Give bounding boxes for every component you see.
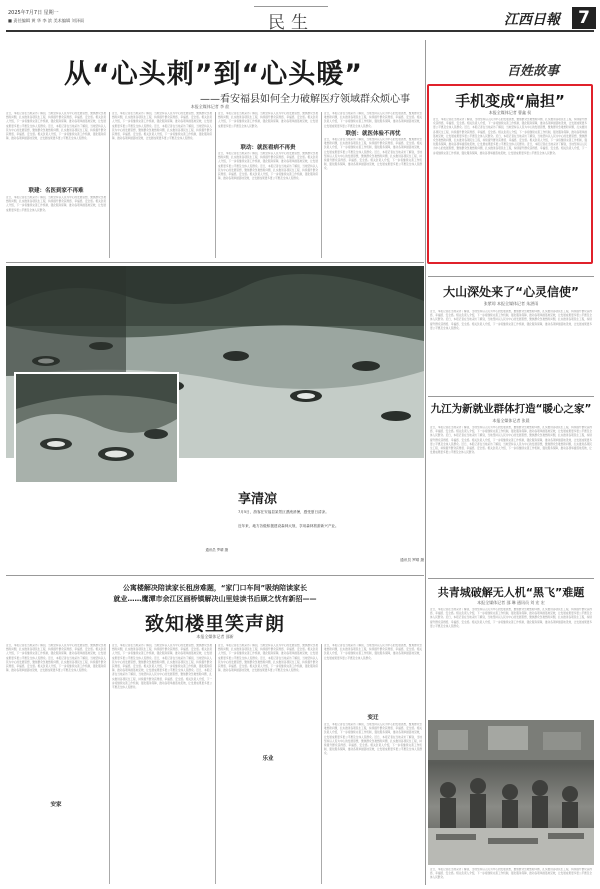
featured-headline: 手机变成“扁担” bbox=[455, 92, 565, 110]
drone-byline: 本报全媒体记者 邵 琳 通讯员 刘 宏 宏 bbox=[477, 600, 545, 605]
bottom-col-4b-a: 近日，本报记者在当地采访了解到，当地坚持以人民为中心的发展思想，聚焦群众急难愁盼问题，扎实推进各项民生工程，持续提升群众获得感、幸福感、安全感。相关负责人介绍，下一步将继续完善工作机制，强化服务保障，推动各项举措落地见效，让发展成果更多更公平惠及全体人民群众。 bbox=[324, 723, 422, 739]
photo-rule bbox=[6, 262, 424, 263]
main-col-4b bbox=[324, 138, 422, 258]
inset-caption bbox=[104, 548, 228, 568]
main-col-2 bbox=[112, 112, 212, 258]
bottom-sub-anjia: 安家 bbox=[50, 802, 62, 808]
featured-text bbox=[433, 118, 587, 260]
mountain-text bbox=[430, 310, 592, 392]
main-col-3 bbox=[218, 112, 318, 142]
section-label: 民生 bbox=[268, 13, 314, 33]
kicker-text: 百姓故事 bbox=[507, 64, 560, 79]
featured-byline: 本报全媒体记者 曹鑫 侯 bbox=[488, 110, 532, 115]
main-col-1b bbox=[6, 196, 106, 258]
inset-photo bbox=[14, 372, 179, 484]
bottom-byline: 本报全媒体记者 邵新 bbox=[196, 634, 234, 639]
header-rule bbox=[6, 30, 594, 32]
bottom-divider-2 bbox=[215, 644, 216, 884]
featured-text-d: 近日，本报记者在当地采访了解到，当地坚持以人民为中心的发展思想，聚焦群众急难愁盼问题，扎实推进各项民生工程，持续提升群众获得感、幸福感、安全感。相关负责人介绍，下一步将继续完善工作机制，强化服务保障，推动各项举措落地见效，让发展成果更多更公平惠及全体人民群众。 bbox=[433, 143, 587, 155]
bottom-col-1 bbox=[6, 644, 106, 884]
photo-caption-2: 近年来，地方各级积极建设森林大规，享用森林旅游新兴产业。 bbox=[238, 524, 339, 528]
bottom-sub-yuye: 乐业 bbox=[262, 756, 274, 762]
main-col-4b-text: 近日，本报记者在当地采访了解到，当地坚持以人民为中心的发展思想，聚焦群众急难愁盼问题，扎实推进各项民生工程，持续提升群众获得感、幸福感、安全感。相关负责人介绍，下一步将继续完善工作机制，强化服务保障，推动各项举措落地见效，让发展成果更多更公平惠及全体人民群众。 bbox=[324, 138, 422, 154]
issue-date: 2025年7月7日 星期一 bbox=[8, 10, 59, 16]
bottom-col-3-b: 近日，本报记者在当地采访了解到，当地坚持以人民为中心的发展思想，聚焦群众急难愁盼问题，扎实推进各项民生工程，持续提升群众获得感、幸福感、安全感。相关负责人介绍，下一步将继续完善工作机制，强化服务保障，推动各项举措落地见效，让发展成果更多更公平惠及全体人民群众。 bbox=[218, 656, 318, 673]
page-divider bbox=[425, 40, 426, 885]
jiujiang-headline: 九江为新就业群体打造“暖心之家” bbox=[430, 403, 592, 415]
main-headline: 从“心头刺”到“心头暖” bbox=[64, 59, 363, 90]
paper-logo: 江西日報 bbox=[504, 12, 560, 28]
main-byline: 本报全媒体记者 李 歆 bbox=[190, 104, 230, 109]
right-rule-1 bbox=[428, 276, 594, 277]
inset-caption-text: 通讯员 罗晴 摄 bbox=[205, 548, 228, 552]
main-subhead: ——看安福县如何全力破解医疗领域群众烦心事 bbox=[200, 94, 410, 105]
main-col-2-text: 近日，本报记者在当地采访了解到，当地坚持以人民为中心的发展思想，聚焦群众急难愁盼问题，扎实推进各项民生工程，持续提升群众获得感、幸福感、安全感。相关负责人介绍，下一步将继续完善工作机制，强化服务保障，推动各项举措落地见效，让发展成果更多更公平惠及全体人民群众。 bbox=[112, 112, 212, 128]
main-col-3-text: 近日，本报记者在当地采访了解到，当地坚持以人民为中心的发展思想，聚焦群众急难愁盼问题，扎实推进各项民生工程，持续提升群众获得感、幸福感、安全感。相关负责人介绍，下一步将继续完善工作机制，强化服务保障，推动各项举措落地见效，让发展成果更多更公平惠及全体人民群众。 bbox=[218, 112, 318, 128]
right-rule-3 bbox=[428, 578, 594, 579]
main-col-3b-text: 近日，本报记者在当地采访了解到，当地坚持以人民为中心的发展思想，聚焦群众急难愁盼问题，扎实推进各项民生工程，持续提升群众获得感、幸福感、安全感。相关负责人介绍，下一步将继续完善工作机制，强化服务保障，推动各项举措落地见效，让发展成果更多更公平惠及全体人民群众。 bbox=[218, 152, 318, 168]
bottom-col-2-a: 近日，本报记者在当地采访了解到，当地坚持以人民为中心的发展思想，聚焦群众急难愁盼问题，扎实推进各项民生工程，持续提升群众获得感、幸福感、安全感。相关负责人介绍，下一步将继续完善工作机制，强化服务保障，推动各项举措落地见效，让发展成果更多更公平惠及全体人民群众。 bbox=[112, 644, 212, 660]
col-divider-3 bbox=[321, 112, 322, 258]
photo-credit: 通讯员 罗晴 摄 bbox=[400, 558, 424, 562]
main-col-1b-text: 近日，本报记者在当地采访了解到，当地坚持以人民为中心的发展思想，聚焦群众急难愁盼问题，扎实推进各项民生工程，持续提升群众获得感、幸福感、安全感。相关负责人介绍，下一步将继续完善工作机制，强化服务保障，推动各项举措落地见效，让发展成果更多更公平惠及全体人民群众。 bbox=[6, 196, 106, 212]
jiujiang-text bbox=[430, 426, 592, 576]
main-col-3b bbox=[218, 152, 318, 258]
bottom-col-2-c: 近日，本报记者在当地采访了解到，当地坚持以人民为中心的发展思想，聚焦群众急难愁盼问题，扎实推进各项民生工程，持续提升群众获得感、幸福感、安全感。相关负责人介绍，下一步将继续完善工作机制，强化服务保障，推动各项举措落地见效，让发展成果更多更公平惠及全体人民群众。 bbox=[112, 669, 212, 690]
bottom-col-3-a: 近日，本报记者在当地采访了解到，当地坚持以人民为中心的发展思想，聚焦群众急难愁盼问题，扎实推进各项民生工程，持续提升群众获得感、幸福感、安全感。相关负责人介绍，下一步将继续完善工作机制，强化服务保障，推动各项举措落地见效，让发展成果更多更公平惠及全体人民群众。 bbox=[218, 644, 318, 660]
drone-text-a: 近日，本报记者在当地采访了解到，当地坚持以人民为中心的发展思想，聚焦群众急难愁盼问题，扎实推进各项民生工程，持续提升群众获得感、幸福感、安全感。相关负责人介绍，下一步将继续完善工作机制，强化服务保障，推动各项举措落地见效，让发展成果更多更公平惠及全体人民群众。 bbox=[430, 608, 592, 620]
bottom-headline: 致知楼里笑声朗 bbox=[144, 613, 285, 635]
mountain-headline: 大山深处来了“心灵信使” bbox=[443, 285, 579, 299]
bottom-col-4-a: 近日，本报记者在当地采访了解到，当地坚持以人民为中心的发展思想，聚焦群众急难愁盼问题，扎实推进各项民生工程，持续提升群众获得感、幸福感、安全感。相关负责人介绍，下一步将继续完善工作机制，强化服务保障，推动各项举措落地见效，让发展成果更多更公平惠及全体人民群众。 bbox=[324, 644, 422, 660]
bottom-col-2-b: 近日，本报记者在当地采访了解到，当地坚持以人民为中心的发展思想，聚焦群众急难愁盼问题，扎实推进各项民生工程，持续提升群众获得感、幸福感、安全感。相关负责人介绍，下一步将继续完善工作机制，强化服务保障，推动各项举措落地见效，让发展成果更多更公平惠及全体人民群众。 bbox=[112, 656, 212, 673]
featured-text-b: 近日，本报记者在当地采访了解到，当地坚持以人民为中心的发展思想，聚焦群众急难愁盼问题，扎实推进各项民生工程，持续提升群众获得感、幸福感、安全感。相关负责人介绍，下一步将继续完善工作机制，强化服务保障，推动各项举措落地见效，让发展成果更多更公平惠及全体人民群众。 bbox=[433, 126, 587, 138]
bottom-col-4 bbox=[324, 644, 422, 710]
bottom-col-1-b: 近日，本报记者在当地采访了解到，当地坚持以人民为中心的发展思想，聚焦群众急难愁盼问题，扎实推进各项民生工程，持续提升群众获得感、幸福感、安全感。相关负责人介绍，下一步将继续完善工作机制，强化服务保障，推动各项举措落地见效，让发展成果更多更公平惠及全体人民群众。 bbox=[6, 656, 106, 673]
main-sub-1: 联建：名医到家不再难 bbox=[28, 188, 84, 194]
main-col-4-text: 近日，本报记者在当地采访了解到，当地坚持以人民为中心的发展思想，聚焦群众急难愁盼问题，扎实推进各项民生工程，持续提升群众获得感、幸福感、安全感。相关负责人介绍，下一步将继续完善工作机制，强化服务保障，推动各项举措落地见效，让发展成果更多更公平惠及全体人民群众。 bbox=[324, 112, 422, 128]
featured-text-a: 近日，本报记者在当地采访了解到，当地坚持以人民为中心的发展思想，聚焦群众急难愁盼问题，扎实推进各项民生工程，持续提升群众获得感、幸福感、安全感。相关负责人介绍，下一步将继续完善工作机制，强化服务保障，推动各项举措落地见效，让发展成果更多更公平惠及全体人民群众。 bbox=[433, 118, 587, 130]
main-sub-2: 联动：就医看病不再贵 bbox=[240, 145, 296, 151]
main-col-1-text-b: 近日，本报记者在当地采访了解到，当地坚持以人民为中心的发展思想，聚焦群众急难愁盼问题，扎实推进各项民生工程，持续提升群众获得感、幸福感、安全感。相关负责人介绍，下一步将继续完善工作机制，强化服务保障，推动各项举措落地见效，让发展成果更多更公平惠及全体人民群众。 bbox=[6, 124, 106, 141]
story-kicker bbox=[507, 60, 591, 80]
bottom-kicker-2: 就业……鹰潭市余江区画桥镇解决山里娃读书后顾之忧有新招—— bbox=[113, 595, 317, 603]
page-number: 7 bbox=[578, 8, 590, 28]
mountain-byline: 张紫琼 本报全媒体记者 朱湛雨 bbox=[483, 301, 539, 306]
drone-headline: 共青城破解无人机“黑飞”难题 bbox=[437, 586, 585, 599]
right-bottom-photo bbox=[428, 720, 594, 865]
bottom-col-4b-b: 近日，本报记者在当地采访了解到，当地坚持以人民为中心的发展思想，聚焦群众急难愁盼问题，扎实推进各项民生工程，持续提升群众获得感、幸福感、安全感。相关负责人介绍，下一步将继续完善工作机制，强化服务保障，推动各项举措落地见效，让发展成果更多更公平惠及全体人民群众。 bbox=[324, 735, 422, 756]
photo-title: 享清凉 bbox=[238, 492, 278, 507]
jiujiang-text-a: 近日，本报记者在当地采访了解到，当地坚持以人民为中心的发展思想，聚焦群众急难愁盼问题，扎实推进各项民生工程，持续提升群众获得感、幸福感、安全感。相关负责人介绍，下一步将继续完善工作机制，强化服务保障，推动各项举措落地见效，让发展成果更多更公平惠及全体人民群众。 bbox=[430, 426, 592, 438]
right-rule-2 bbox=[428, 396, 594, 397]
main-col-3b-text-b: 近日，本报记者在当地采访了解到，当地坚持以人民为中心的发展思想，聚焦群众急难愁盼问题，扎实推进各项民生工程，持续提升群众获得感、幸福感、安全感。相关负责人介绍，下一步将继续完善工作机制，强化服务保障，推动各项举措落地见效，让发展成果更多更公平惠及全体人民群众。 bbox=[218, 164, 318, 181]
page-number-badge bbox=[572, 7, 596, 29]
drone-text bbox=[430, 608, 592, 716]
editors-line: ■ 责任编辑 黄 华 李 滨 美术编辑 刘泽雨 bbox=[8, 18, 85, 23]
section-box-top bbox=[254, 6, 328, 7]
bottom-col-4b bbox=[324, 723, 422, 883]
featured-text-c: 近日，本报记者在当地采访了解到，当地坚持以人民为中心的发展思想，聚焦群众急难愁盼问题，扎实推进各项民生工程，持续提升群众获得感、幸福感、安全感。相关负责人介绍，下一步将继续完善工作机制，强化服务保障，推动各项举措落地见效，让发展成果更多更公平惠及全体人民群众。 bbox=[433, 134, 587, 147]
main-col-2-text-b: 近日，本报记者在当地采访了解到，当地坚持以人民为中心的发展思想，聚焦群众急难愁盼问题，扎实推进各项民生工程，持续提升群众获得感、幸福感、安全感。相关负责人介绍，下一步将继续完善工作机制，强化服务保障，推动各项举措落地见效，让发展成果更多更公平惠及全体人民群众。 bbox=[112, 124, 212, 141]
mountain-text-b: 近日，本报记者在当地采访了解到，当地坚持以人民为中心的发展思想，聚焦群众急难愁盼问题，扎实推进各项民生工程，持续提升群众获得感、幸福感、安全感。相关负责人介绍，下一步将继续完善工作机制，强化服务保障，推动各项举措落地见效，让发展成果更多更公平惠及全体人民群众。 bbox=[430, 318, 592, 330]
right-bottom-caption bbox=[430, 868, 592, 884]
featured-story-box bbox=[427, 64, 593, 264]
main-sub-3: 联创：就医体验不再忧 bbox=[345, 131, 401, 137]
main-col-4 bbox=[324, 112, 422, 128]
bottom-col-1-a: 近日，本报记者在当地采访了解到，当地坚持以人民为中心的发展思想，聚焦群众急难愁盼问题，扎实推进各项民生工程，持续提升群众获得感、幸福感、安全感。相关负责人介绍，下一步将继续完善工作机制，强化服务保障，推动各项举措落地见效，让发展成果更多更公平惠及全体人民群众。 bbox=[6, 644, 106, 660]
col-divider-1 bbox=[109, 112, 110, 258]
photo-caption-1: 7月5日，游客在安福县某景区漂流消暑，感受夏日清凉。 bbox=[238, 510, 329, 514]
crowd-scene bbox=[428, 720, 594, 865]
bottom-rule bbox=[6, 575, 424, 576]
bottom-sub-bianqian: 变迁 bbox=[367, 715, 379, 721]
jiujiang-text-c: 近日，本报记者在当地采访了解到，当地坚持以人民为中心的发展思想，聚焦群众急难愁盼问题，扎实推进各项民生工程，持续提升群众获得感、幸福感、安全感。相关负责人介绍，下一步将继续完善工作机制，强化服务保障，推动各项举措落地见效，让发展成果更多更公平惠及全体人民群众。 bbox=[430, 442, 592, 455]
jiujiang-text-b: 近日，本报记者在当地采访了解到，当地坚持以人民为中心的发展思想，聚焦群众急难愁盼问题，扎实推进各项民生工程，持续提升群众获得感、幸福感、安全感。相关负责人介绍，下一步将继续完善工作机制，强化服务保障，推动各项举措落地见效，让发展成果更多更公平惠及全体人民群众。 bbox=[430, 434, 592, 446]
right-bottom-caption-text: 近日，本报记者在当地采访了解到，当地坚持以人民为中心的发展思想，聚焦群众急难愁盼问题，扎实推进各项民生工程，持续提升群众获得感、幸福感、安全感。相关负责人介绍，下一步将继续完善工作机制，强化服务保障，推动各项举措落地见效，让发展成果更多更公平惠及全体人民群众。 bbox=[430, 868, 592, 880]
bottom-divider-3 bbox=[321, 644, 322, 884]
main-col-1-text: 近日，本报记者在当地采访了解到，当地坚持以人民为中心的发展思想，聚焦群众急难愁盼问题，扎实推进各项民生工程，持续提升群众获得感、幸福感、安全感。相关负责人介绍，下一步将继续完善工作机制，强化服务保障，推动各项举措落地见效，让发展成果更多更公平惠及全体人民群众。 bbox=[6, 112, 106, 128]
inset-scene bbox=[16, 374, 177, 482]
bottom-col-3 bbox=[218, 644, 318, 884]
bottom-divider-1 bbox=[109, 644, 110, 884]
jiujiang-byline: 本报全媒体记者 张晨 bbox=[492, 418, 530, 423]
section-title bbox=[254, 6, 328, 33]
bottom-kicker-1: 公寓楼解决陪读家长租房难题，“家门口车间”吸纳陪读家长 bbox=[122, 584, 308, 592]
bottom-col-2 bbox=[112, 644, 212, 884]
col-divider-2 bbox=[215, 112, 216, 258]
main-col-4b-text-b: 近日，本报记者在当地采访了解到，当地坚持以人民为中心的发展思想，聚焦群众急难愁盼问题，扎实推进各项民生工程，持续提升群众获得感、幸福感、安全感。相关负责人介绍，下一步将继续完善工作机制，强化服务保障，推动各项举措落地见效，让发展成果更多更公平惠及全体人民群众。 bbox=[324, 150, 422, 171]
drone-text-b: 近日，本报记者在当地采访了解到，当地坚持以人民为中心的发展思想，聚焦群众急难愁盼问题，扎实推进各项民生工程，持续提升群众获得感、幸福感、安全感。相关负责人介绍，下一步将继续完善工作机制，强化服务保障，推动各项举措落地见效，让发展成果更多更公平惠及全体人民群众。 bbox=[430, 616, 592, 628]
mountain-text-a: 近日，本报记者在当地采访了解到，当地坚持以人民为中心的发展思想，聚焦群众急难愁盼问题，扎实推进各项民生工程，持续提升群众获得感、幸福感、安全感。相关负责人介绍，下一步将继续完善工作机制，强化服务保障，推动各项举措落地见效，让发展成果更多更公平惠及全体人民群众。 bbox=[430, 310, 592, 322]
